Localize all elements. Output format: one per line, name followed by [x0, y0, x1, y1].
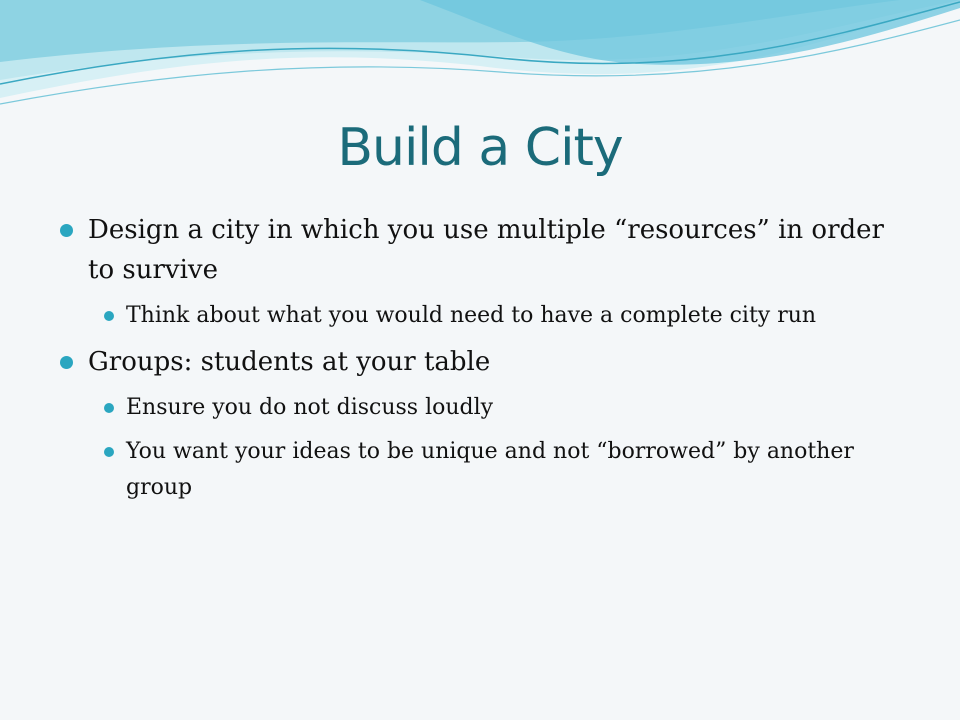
list-item	[58, 342, 918, 382]
bullet-list	[58, 210, 918, 514]
bullet-text: Ensure you do not discuss loudly	[126, 395, 494, 420]
bullet-icon	[60, 224, 73, 237]
decorative-wave-header	[0, 0, 960, 120]
list-item	[58, 390, 918, 426]
bullet-icon	[104, 447, 114, 457]
bullet-icon	[104, 311, 114, 321]
bullet-text: Design a city in which you use multiple “resources” in order to survive	[88, 215, 884, 285]
bullet-icon	[60, 356, 73, 369]
slide-title: Build a City	[337, 118, 623, 178]
bullet-text: You want your ideas to be unique and not “borrowed” by another group	[126, 439, 854, 500]
list-item	[58, 210, 918, 290]
list-item	[58, 298, 918, 334]
bullet-text: Think about what you would need to have a complete city run	[126, 303, 817, 328]
bullet-icon	[104, 403, 114, 413]
list-item	[58, 434, 918, 506]
bullet-text: Groups: students at your table	[88, 347, 491, 377]
